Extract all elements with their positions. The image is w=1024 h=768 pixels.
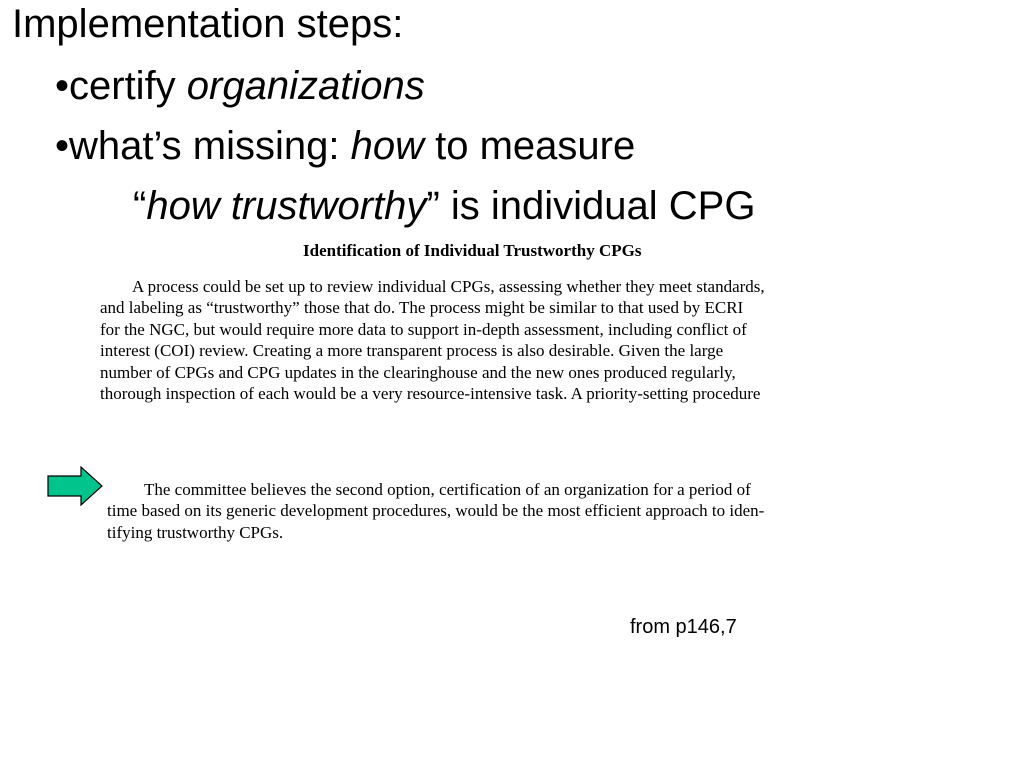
source-note: from p146,7: [630, 616, 737, 638]
excerpt-p1-line: thorough inspection of each would be a very resource-intensive task. A priority-setting procedure: [100, 384, 761, 404]
slide-heading: Implementation steps:: [12, 2, 404, 46]
bullet-certify-text: •certify: [55, 64, 187, 108]
bullet-missing-emphasis: how: [350, 124, 424, 168]
bullet-certify: [55, 62, 425, 110]
bullet-missing: [55, 122, 635, 170]
excerpt-paragraph-2: [107, 479, 764, 543]
excerpt-paragraph-1: [100, 276, 765, 404]
bullet-missing-continuation: [133, 182, 755, 230]
excerpt-p1-line: interest (COI) review. Creating a more transparent process is also desirable. Given the large: [100, 341, 724, 361]
excerpt-p1-line: number of CPGs and CPG updates in the clearinghouse and the new ones produced regularly,: [100, 362, 736, 382]
excerpt-p1-line: and labeling as “trustworthy” those that do. The process might be similar to that used by ECRI: [100, 298, 744, 318]
excerpt-p1-line: for the NGC, but would require more data to support in-depth assessment, including conflict of: [100, 319, 747, 339]
excerpt-p2-line: tifying trustworthy CPGs.: [107, 522, 284, 542]
excerpt-p1-line: A process could be set up to review individual CPGs, assessing whether they meet standards,: [132, 277, 765, 296]
continuation-suffix: ” is individual CPG: [426, 184, 756, 228]
arrow-shape: [48, 467, 102, 505]
excerpt-p2-line: The committee believes the second option, certification of an organization for a period of: [144, 480, 751, 499]
excerpt-p2-line: time based on its generic development procedures, would be the most efficient approach to iden-: [107, 501, 765, 521]
bullet-missing-suffix: to measure: [423, 124, 636, 168]
right-arrow-icon: [47, 466, 103, 506]
continuation-open-quote: “: [133, 184, 147, 228]
continuation-emphasis: how trustworthy: [146, 184, 427, 228]
bullet-certify-emphasis: organizations: [186, 64, 425, 108]
excerpt-title: Identification of Individual Trustworthy CPGs: [303, 241, 642, 260]
bullet-missing-text: •what’s missing:: [55, 124, 351, 168]
